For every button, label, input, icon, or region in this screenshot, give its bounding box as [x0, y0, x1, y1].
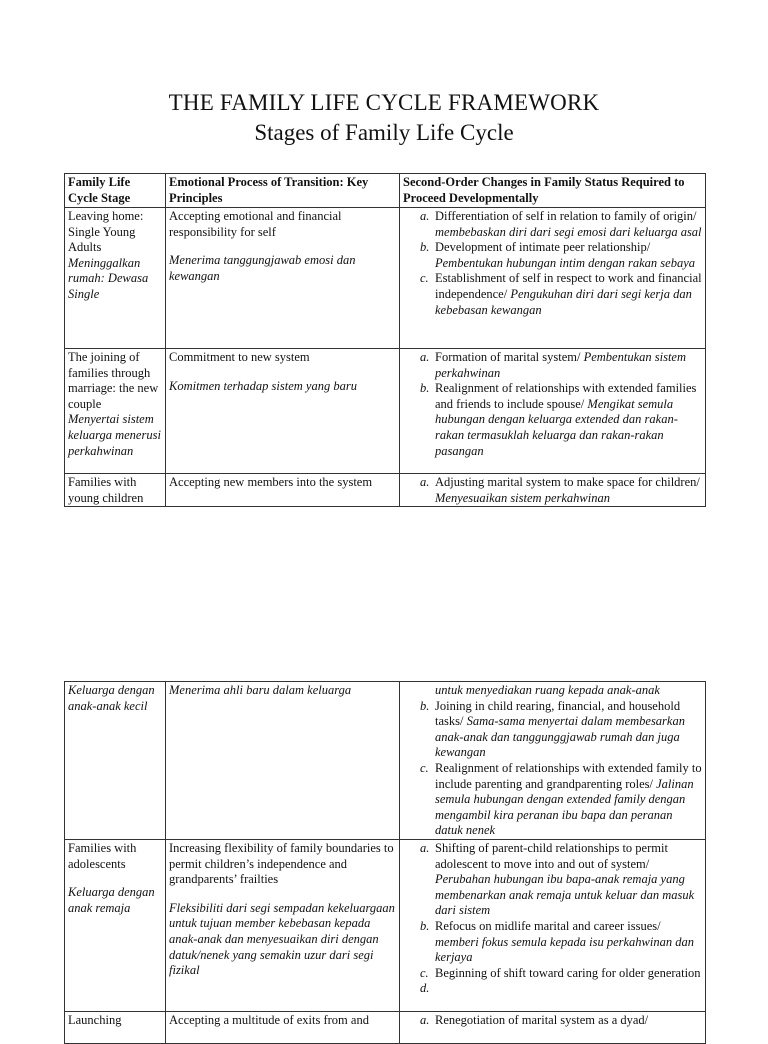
changes-cell	[400, 208, 706, 349]
item-marker: a.	[420, 1012, 430, 1027]
stage-label: Families with young children	[68, 475, 144, 505]
item-marker: c.	[420, 760, 429, 775]
principle-text: Commitment to new system	[169, 350, 310, 364]
stage-label-malay: Keluarga dengan anak-anak kecil	[68, 683, 155, 713]
item-text: Formation of marital system/	[435, 350, 581, 364]
item-text: Establishment of self in respect to work and financial independence/	[435, 271, 702, 301]
changes-cell	[400, 839, 706, 1011]
header-stage: Family Life Cycle Stage	[65, 174, 166, 208]
stage-cell	[65, 682, 166, 840]
item-text-malay: Pembentukan hubungan intim dengan rakan sebaya	[435, 255, 696, 270]
item-marker: a.	[420, 840, 430, 855]
stage-label-malay: Meninggalkan rumah: Dewasa Single	[68, 255, 149, 301]
framework-table-page-1	[64, 173, 706, 507]
item-marker: b.	[420, 918, 430, 933]
continued-text: untuk menyediakan ruang kepada anak-anak	[435, 683, 660, 697]
table-row	[65, 839, 706, 1011]
list-item	[403, 761, 702, 839]
item-marker: b.	[420, 698, 430, 713]
principle-text: Accepting a multitude of exits from and	[169, 1012, 369, 1027]
item-text-malay: Sama-sama menyertai dalam membesarkan anak-anak dan tanggunggjawab rumah dan juga kewangan	[435, 714, 685, 760]
title-block	[0, 88, 768, 148]
changes-cell	[400, 1011, 706, 1043]
list-item	[403, 841, 702, 919]
item-marker: c.	[420, 965, 429, 980]
stage-cell	[65, 474, 166, 507]
changes-cell	[400, 349, 706, 474]
table-header-row	[65, 174, 706, 208]
stage-label-malay: Keluarga dengan anak remaja	[68, 885, 155, 915]
item-text-malay: Mengikat semula hubungan dengan keluarga extended dan rakan-rakan termasuklah keluarga dan rakan-rakan pasangan	[435, 396, 678, 458]
list-item	[403, 1013, 702, 1029]
item-text-malay: memberi fokus semula kepada isu perkahwinan dan kerjaya	[435, 934, 694, 965]
item-marker: b.	[420, 240, 430, 255]
list-item	[403, 381, 702, 459]
stage-cell	[65, 1011, 166, 1043]
header-second-order-changes: Second-Order Changes in Family Status Required to Proceed Developmentally	[400, 174, 706, 208]
item-marker: a.	[420, 475, 430, 489]
item-text: Shifting of parent-child relationships to permit adolescent to move into and out of system/	[435, 840, 668, 871]
changes-list	[403, 1013, 702, 1029]
header-emotional-process: Emotional Process of Transition: Key Principles	[166, 174, 400, 208]
table-row	[65, 474, 706, 507]
item-text-malay: Perubahan hubungan ibu bapa-anak remaja yang membenarkan anak remaja untuk keluar dan masuk dari sistem	[435, 872, 695, 918]
list-item	[403, 919, 702, 966]
emotional-process-cell	[166, 208, 400, 349]
stage-label: The joining of families through marriage: the new couple	[68, 350, 159, 411]
item-text: Realignment of relationships with extended families and friends to include spouse/	[435, 381, 697, 411]
item-text: Development of intimate peer relationship/	[435, 240, 651, 255]
table-row	[65, 208, 706, 349]
table-row	[65, 1011, 706, 1043]
list-item	[403, 475, 702, 506]
emotional-process-cell	[166, 474, 400, 507]
item-text: Beginning of shift toward caring for older generation	[435, 965, 701, 980]
principle-text-malay: Komitmen terhadap sistem yang baru	[169, 378, 357, 393]
changes-list	[403, 699, 702, 839]
changes-list	[403, 841, 702, 997]
item-text: Adjusting marital system to make space for children/	[435, 475, 700, 489]
stage-cell	[65, 349, 166, 474]
list-item	[403, 209, 702, 240]
changes-cell	[400, 682, 706, 840]
table-row	[65, 349, 706, 474]
changes-list	[403, 350, 702, 459]
principle-text: Accepting emotional and financial responsibility for self	[169, 209, 342, 239]
stage-label: Leaving home: Single Young Adults	[68, 209, 144, 255]
item-text-malay: membebaskan diri dari segi emosi dari keluarga asal	[435, 224, 702, 239]
list-item	[403, 350, 702, 381]
table-row	[65, 682, 706, 840]
item-marker: a.	[420, 209, 430, 223]
list-item	[403, 966, 702, 982]
framework-table-page-2	[64, 681, 706, 1044]
stage-label: Families with adolescents	[68, 840, 137, 871]
item-text-malay: Pembentukan sistem perkahwinan	[435, 350, 686, 380]
principle-text-malay: Menerima ahli baru dalam keluarga	[169, 683, 352, 697]
list-item	[403, 699, 702, 761]
principle-text: Increasing flexibility of family boundaries to permit children’s independence and grandparents’ frailties	[169, 840, 394, 887]
principle-text: Accepting new members into the system	[169, 475, 373, 489]
changes-list	[403, 209, 702, 318]
document-title: THE FAMILY LIFE CYCLE FRAMEWORK	[168, 90, 600, 115]
emotional-process-cell	[166, 1011, 400, 1043]
changes-cell	[400, 474, 706, 507]
item-text: Renegotiation of marital system as a dyad/	[435, 1012, 649, 1027]
stage-cell	[65, 208, 166, 349]
item-text-malay: Jalinan semula hubungan dengan extended family dengan mengambil kira peranan ibu bapa dan peranan datuk nenek	[435, 776, 694, 838]
item-text: Differentiation of self in relation to family of origin/	[435, 209, 697, 223]
item-marker: d.	[420, 981, 430, 996]
item-text-malay: Pengukuhan diri dari segi kerja dan kebebasan kewangan	[435, 286, 692, 317]
item-marker: a.	[420, 350, 430, 364]
item-text: Realignment of relationships with extended family to include parenting and grandparenting roles/	[435, 760, 702, 791]
stage-label-malay: Menyertai sistem keluarga menerusi perkahwinan	[68, 412, 161, 458]
stage-label: Launching	[68, 1012, 122, 1027]
list-item	[403, 240, 702, 271]
stage-cell	[65, 839, 166, 1011]
document-subtitle: Stages of Family Life Cycle	[254, 120, 514, 145]
item-text-malay: Menyesuaikan sistem perkahwinan	[435, 490, 610, 505]
item-text: Joining in child rearing, financial, and household tasks/	[435, 698, 681, 729]
principle-text-malay: Fleksibiliti dari segi sempadan kekeluargaan untuk tujuan member kebebasan kepada anak-anak dan menyesuaikan diri dengan datuk/nenek yang semakin uzur dari segi fizikal	[169, 900, 395, 978]
list-item	[403, 981, 702, 997]
item-marker: c.	[420, 271, 429, 286]
emotional-process-cell	[166, 349, 400, 474]
principle-text-malay: Menerima tanggungjawab emosi dan kewangan	[169, 253, 356, 283]
item-text: Refocus on midlife marital and career issues/	[435, 918, 661, 933]
item-marker: b.	[420, 381, 430, 396]
emotional-process-cell	[166, 839, 400, 1011]
list-item	[403, 271, 702, 318]
changes-list	[403, 475, 702, 506]
emotional-process-cell	[166, 682, 400, 840]
